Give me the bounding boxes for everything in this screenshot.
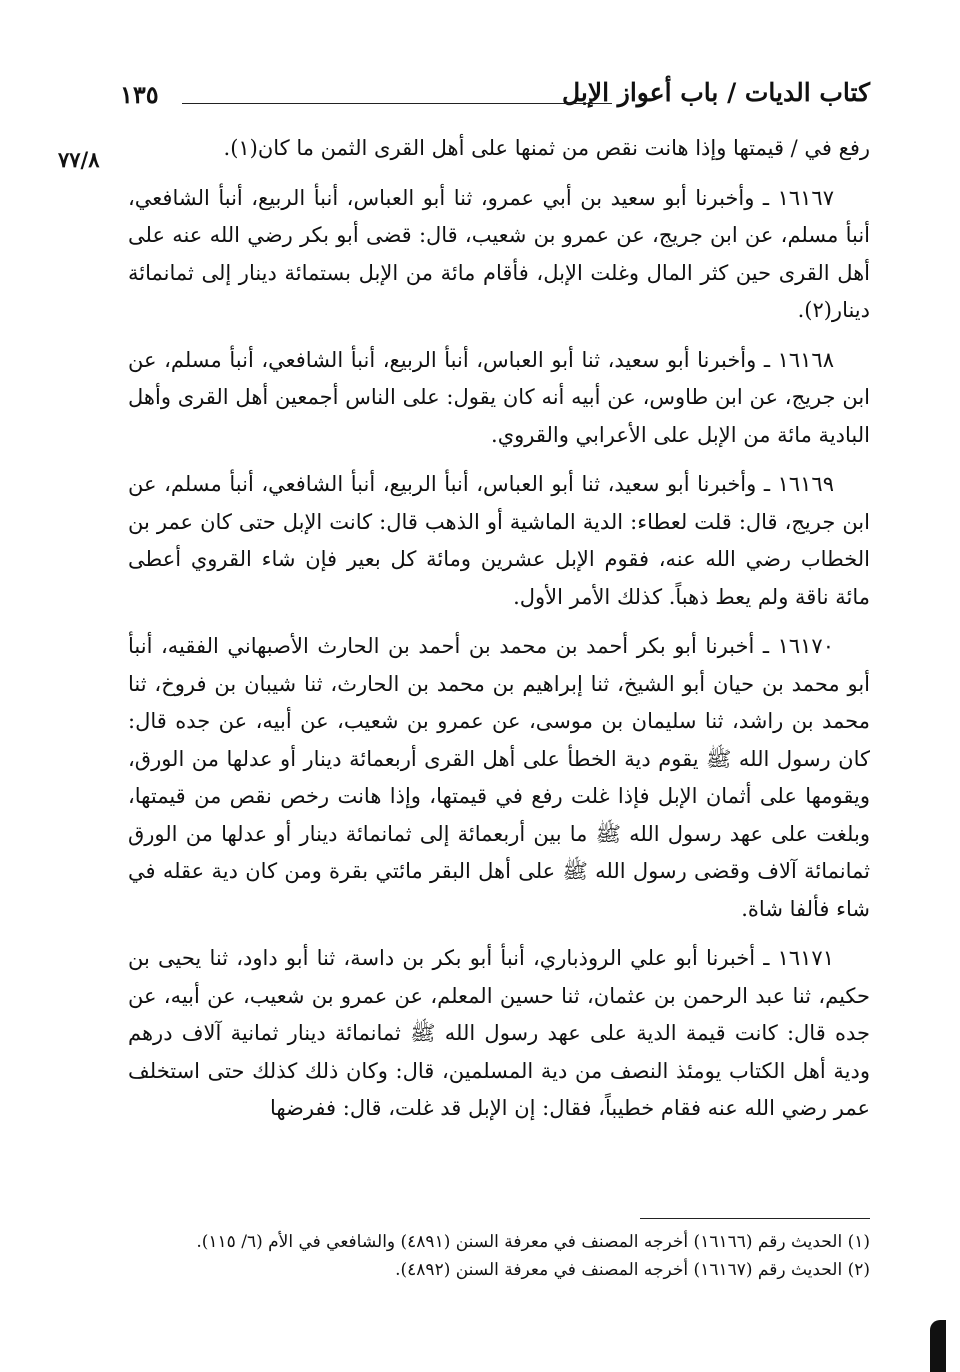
hadith-16168: ١٦١٦٨ ـ وأخبرنا أبو سعيد، ثنا أبو العباس، أنبأ الربيع، أنبأ الشافعي، أنبأ مسلم، عن ابن جريج، عن ابن طاوس، عن أبيه أنه كان يقول: على الناس أجمعين أهل القرى وأهل البادية مائة من الإبل على الأعرابي والقروي. [128, 347, 870, 447]
footnote-2: (٢) الحديث رقم (١٦١٦٧) أخرجه المصنف في معرفة السنن (٤٨٩٢). [395, 1260, 870, 1280]
hadith-16169: ١٦١٦٩ ـ وأخبرنا أبو سعيد، ثنا أبو العباس، أنبأ الربيع، أنبأ الشافعي، أنبأ مسلم، عن ابن جريج، قال: قلت لعطاء: الدية الماشية أو الذهب قال: كانت الإبل حتى كان عمر بن الخطاب رضي الله عنه، فقوم الإبل عشرين ومائة كل بعير فإن شاء القروي أعطى مائة ناقة ولم يعط ذهباً. كذلك الأمر الأول. [128, 472, 870, 609]
hadith-16171: ١٦١٧١ ـ أخبرنا أبو علي الروذباري، أنبأ أبو بكر بن داسة، ثنا أبو داود، ثنا يحيى بن حكيم، ثنا عبد الرحمن بن عثمان، ثنا حسين المعلم، عن عمرو بن شعيب، عن أبيه، عن جده قال: كانت قيمة الدية على عهد رسول الله ﷺ ثمانمائة دينار ثمانية آلاف درهم ودية أهل الكتاب يومئذ النصف من دية المسلمين، قال: وكان ذلك كذلك حتى استخلف عمر رضي الله عنه فقام خطيباً، فقال: إن الإبل قد غلت، قال: ففرضها [128, 946, 870, 1120]
paragraph-continuation: رفع في / قيمتها وإذا هانت نقص من ثمنها على أهل القرى الثمن ما كان(١). [223, 136, 870, 160]
footnote-separator [640, 1218, 870, 1219]
page-number: ١٣٥ [120, 80, 159, 109]
running-header [120, 78, 870, 118]
header-title: كتاب الديات / باب أعواز الإبل [561, 78, 870, 107]
footnotes [150, 1228, 870, 1284]
hadith-16167: ١٦١٦٧ ـ وأخبرنا أبو سعيد بن أبي عمرو، ثنا أبو العباس، أنبأ الربيع، أنبأ الشافعي، أنبأ مسلم، عن ابن جريج، عن عمرو بن شعيب، قال: قضى أبو بكر رضي الله عنه على أهل القرى حين كثر المال وغلت الإبل، فأقام مائة من الإبل بستمائة دينار إلى ثمانمائة دينار(٢). [128, 185, 870, 322]
header-rule [182, 103, 612, 104]
margin-reference: ٧٧/٨ [58, 147, 100, 172]
page-edge-mark [930, 1320, 946, 1372]
footnote-1: (١) الحديث رقم (١٦١٦٦) أخرجه المصنف في معرفة السنن (٤٨٩١) والشافعي في الأم (٦/ ١١٥). [196, 1232, 870, 1252]
hadith-16170: ١٦١٧٠ ـ أخبرنا أبو بكر أحمد بن محمد بن أحمد بن الحارث الأصبهاني الفقيه، أنبأ أبو محمد بن حيان أبو الشيخ، ثنا إبراهيم بن محمد بن الحارث، ثنا شيبان بن فروخ، ثنا محمد بن راشد، ثنا سليمان بن موسى، عن عمرو بن شعيب، عن أبيه، عن جده قال: كان رسول الله ﷺ يقوم دية الخطأ على أهل القرى أربعمائة دينار أو عدلها من الورق، ويقومها على أثمان الإبل فإذا غلت رفع في قيمتها، وإذا هانت رخص نقص من قيمتها، وبلغت على عهد رسول الله ﷺ ما بين أربعمائة إلى ثمانمائة دينار أو عدلها من الورق ثمانمائة آلاف وقضى رسول الله ﷺ على أهل البقر مائتي بقرة ومن كان دية عقله في شاء فألفا شاة. [128, 634, 870, 921]
main-text [128, 130, 870, 1140]
